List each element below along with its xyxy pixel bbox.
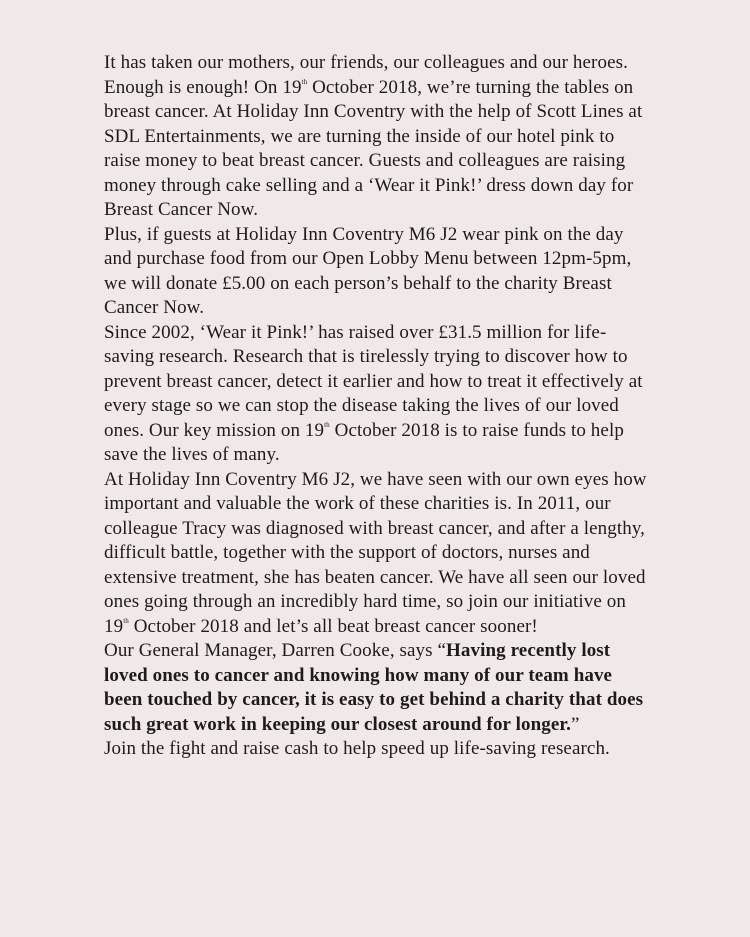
quote-intro: Our General Manager, Darren Cooke, says “ bbox=[104, 640, 447, 661]
ordinal-suffix: th bbox=[301, 77, 308, 86]
quote-text: Having recently lost loved ones to cancer and knowing how many of our team have been touched by cancer, it is easy to get behind a charity that does such great work in keeping our closest around for longer. bbox=[104, 640, 644, 735]
paragraph-research-text-a: Since 2002, ‘Wear it Pink!’ has raised over £31.5 million for life-saving research. Research that is tirelessly trying to discover how to prevent breast cancer, detect it earlier and how to treat it effectively at every stage so we can stop the disease taking the lives of our loved ones. Our key mission on 19 bbox=[104, 321, 643, 441]
paragraph-intro-text-a: It has taken our mothers, our friends, our colleagues and our heroes. Enough is enough! On 19 bbox=[104, 52, 628, 98]
paragraph-intro bbox=[104, 51, 650, 223]
paragraph-donation: Plus, if guests at Holiday Inn Coventry M6 J2 wear pink on the day and purchase food from our Open Lobby Menu between 12pm-5pm, we will donate £5.00 on each person’s behalf to the charity Breast Cancer Now. bbox=[104, 223, 632, 318]
paragraph-intro-text-b: October 2018, we’re turning the tables on breast cancer. At Holiday Inn Coventry with the help of Scott Lines at SDL Entertainments, we are turning the inside of our hotel pink to raise money to beat breast cancer. Guests and colleagues are raising money through cake selling and a ‘Wear it Pink!’ dress down day for Breast Cancer Now. bbox=[104, 76, 643, 220]
paragraph-research-text-b: October 2018 is to raise funds to help save the lives of many. bbox=[104, 419, 624, 465]
quote-close: ” bbox=[571, 713, 580, 735]
paragraph-story-text-b: October 2018 and let’s all beat breast cancer sooner! bbox=[128, 615, 538, 637]
paragraph-call-to-action: Join the fight and raise cash to help speed up life-saving research. bbox=[104, 738, 610, 759]
paragraph-story bbox=[104, 468, 650, 640]
ordinal-suffix: th bbox=[324, 420, 330, 429]
paragraph-manager-quote bbox=[104, 639, 650, 737]
ordinal-suffix: th bbox=[123, 616, 129, 625]
paragraph-research bbox=[104, 321, 650, 468]
paragraph-story-text-a: At Holiday Inn Coventry M6 J2, we have seen with our own eyes how important and valuable the work of these charities is. In 2011, our colleague Tracy was diagnosed with breast cancer, and after a lengthy, difficult battle, together with the support of doctors, nurses and extensive treatment, she has beaten cancer. We have all seen our loved ones going through an incredibly hard time, so join our initiative on 19 bbox=[104, 468, 647, 637]
article-body bbox=[104, 51, 650, 762]
